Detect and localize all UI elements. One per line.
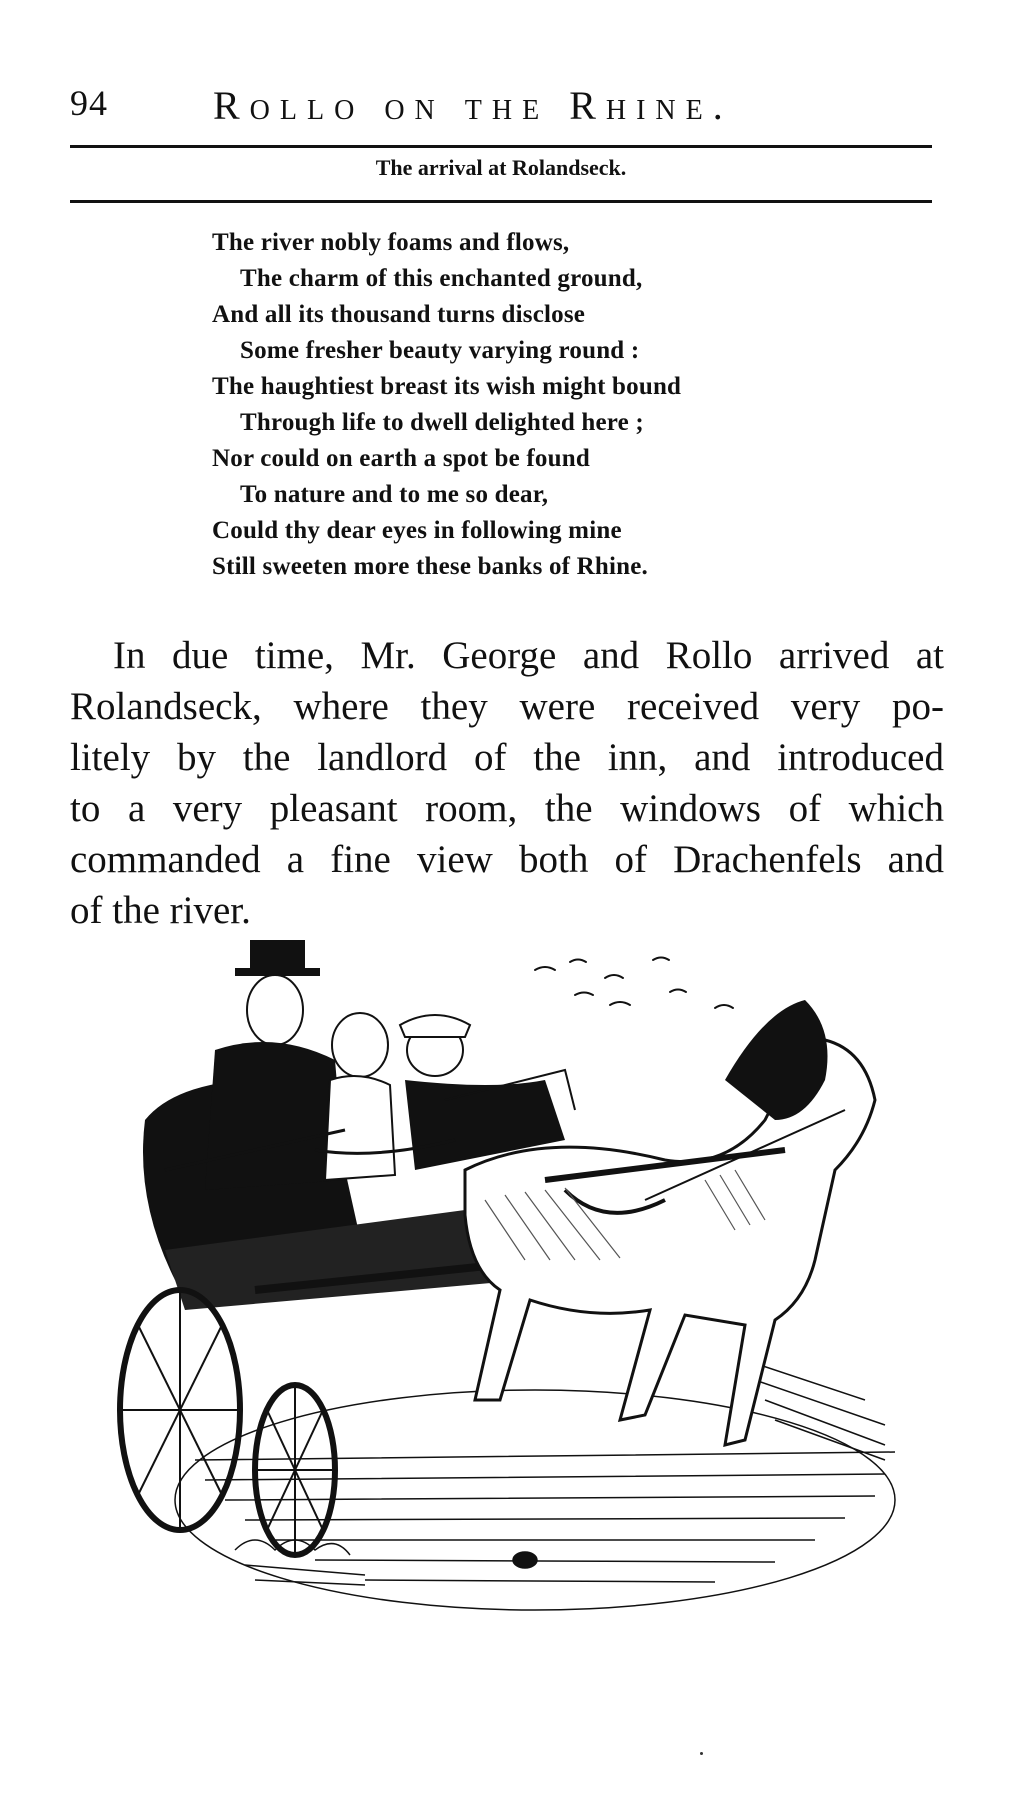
carriage-illustration xyxy=(105,940,915,1640)
bird xyxy=(605,975,623,978)
poem-line: Some fresher beauty varying round : xyxy=(240,337,640,364)
prose-paragraph xyxy=(70,630,944,936)
engraving xyxy=(105,940,915,1640)
prose-line: of the river. xyxy=(70,889,251,932)
page-number: 94 xyxy=(70,83,108,123)
front-wheel xyxy=(120,1290,240,1530)
prose-line: In due time, Mr. George and Rollo arrived at xyxy=(113,634,944,677)
bird xyxy=(610,1002,630,1005)
bird xyxy=(670,990,686,993)
bird xyxy=(570,960,586,963)
poem-line: The river nobly foams and flows, xyxy=(212,229,570,256)
poem-line: And all its thousand turns disclose xyxy=(212,301,586,328)
poem-line: The haughtiest breast its wish might bound xyxy=(212,373,682,400)
bird xyxy=(653,958,669,961)
header-rule-top xyxy=(70,145,932,148)
prose-line: Rolandseck, where they were received very po- xyxy=(70,685,944,728)
prose-line: litely by the landlord of the inn, and introduced xyxy=(70,736,944,779)
poem-line: Nor could on earth a spot be found xyxy=(212,445,590,472)
bird xyxy=(535,967,555,970)
bird xyxy=(575,993,593,996)
running-title: Rollo on the Rhine. xyxy=(213,83,733,128)
poem-line: The charm of this enchanted ground, xyxy=(240,265,643,292)
poem-line: Through life to dwell delighted here ; xyxy=(240,409,644,436)
poem-line: Could thy dear eyes in following mine xyxy=(212,517,622,544)
bird xyxy=(715,1005,733,1008)
poem-line: Still sweeten more these banks of Rhine. xyxy=(212,553,649,580)
page-header xyxy=(70,72,930,132)
poem-line: To nature and to me so dear, xyxy=(240,481,549,508)
section-caption: The arrival at Rolandseck. xyxy=(375,155,627,180)
prose-line: to a very pleasant room, the windows of which xyxy=(70,787,944,830)
header-rule-bottom xyxy=(70,200,932,203)
poem-stanza xyxy=(212,225,912,585)
print-speck xyxy=(700,1752,703,1755)
ground xyxy=(175,1360,895,1610)
prose-line: commanded a fine view both of Drachenfels and xyxy=(70,838,944,881)
rear-wheel xyxy=(255,1385,335,1555)
horse xyxy=(465,1000,875,1445)
